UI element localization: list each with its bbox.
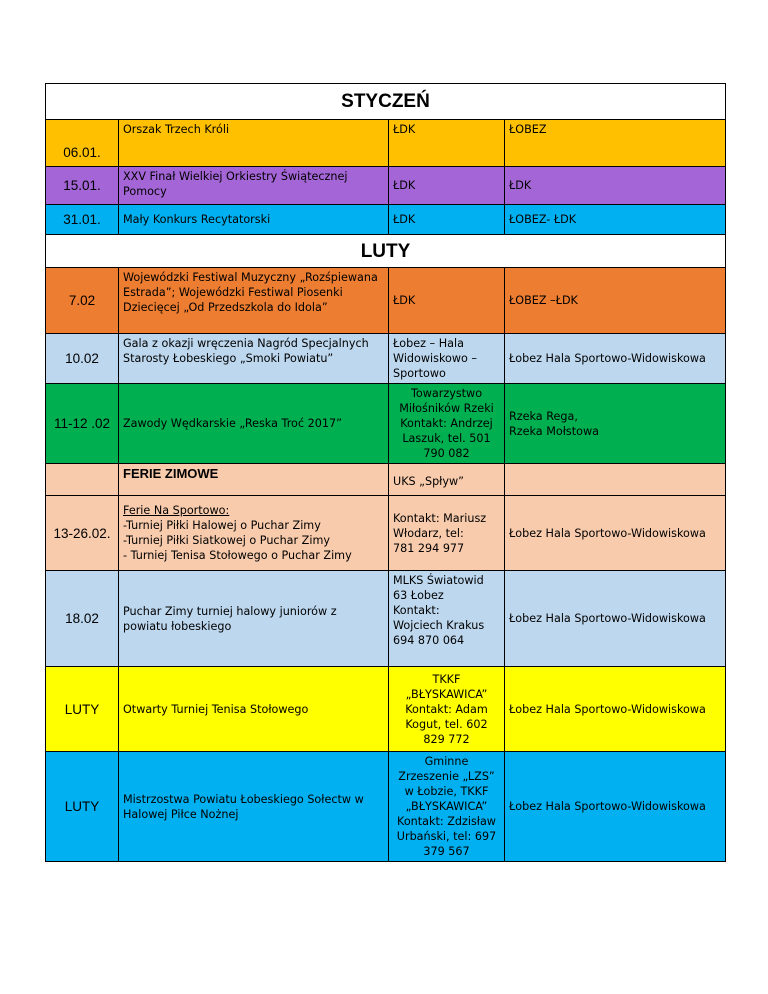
event-organizer: ŁDK xyxy=(389,167,505,205)
event-date: 15.01. xyxy=(46,167,119,205)
table-row xyxy=(46,120,726,167)
event-name xyxy=(119,496,389,571)
event-name: Otwarty Turniej Tenisa Stołowego xyxy=(119,667,389,752)
event-date: LUTY xyxy=(46,667,119,752)
event-name: Zawody Wędkarskie „Reska Troć 2017” xyxy=(119,384,389,464)
event-name: Gala z okazji wręczenia Nagród Specjalnych Starosty Łobeskiego „Smoki Powiatu” xyxy=(119,334,389,384)
table-row xyxy=(46,496,726,571)
table-row xyxy=(46,571,726,667)
table-row xyxy=(46,384,726,464)
table-row xyxy=(46,167,726,205)
event-place: Łobez Hala Sportowo-Widowiskowa xyxy=(505,667,726,752)
event-place: ŁOBEZ –ŁDK xyxy=(505,268,726,334)
event-name: Mały Konkurs Recytatorski xyxy=(119,205,389,235)
event-organizer: Towarzystwo Miłośników Rzeki Kontakt: Andrzej Laszuk, tel. 501 790 082 xyxy=(389,384,505,464)
event-organizer: Gminne Zrzeszenie „LZS” w Łobzie, TKKF „BŁYSKAWICA” Kontakt: Zdzisław Urbański, tel: 697 379 567 xyxy=(389,752,505,862)
event-place: ŁOBEZ xyxy=(505,120,726,167)
event-details: -Turniej Piłki Halowej o Puchar Zimy -Turniej Piłki Siatkowej o Puchar Zimy - Turniej Tenisa Stołowego o Puchar Zimy xyxy=(123,519,352,562)
event-place: ŁOBEZ- ŁDK xyxy=(505,205,726,235)
event-date: 11-12 .02 xyxy=(46,384,119,464)
table-row xyxy=(46,667,726,752)
event-date: 7.02 xyxy=(46,268,119,334)
event-organizer: Łobez – Hala Widowiskowo – Sportowo xyxy=(389,334,505,384)
event-place: ŁDK xyxy=(505,167,726,205)
event-organizer: UKS „Spływ” xyxy=(389,464,505,496)
table-row xyxy=(46,268,726,334)
event-name: Orszak Trzech Króli xyxy=(119,120,389,167)
event-organizer: Kontakt: Mariusz Włodarz, tel: 781 294 977 xyxy=(389,496,505,571)
event-date: LUTY xyxy=(46,752,119,862)
event-name: XXV Finał Wielkiej Orkiestry Świątecznej Pomocy xyxy=(119,167,389,205)
section-label-winter-break: FERIE ZIMOWE xyxy=(119,464,389,496)
table-row xyxy=(46,334,726,384)
event-date: 31.01. xyxy=(46,205,119,235)
event-place: Łobez Hala Sportowo-Widowiskowa xyxy=(505,496,726,571)
event-date xyxy=(46,464,119,496)
table-row xyxy=(46,464,726,496)
month-header-row xyxy=(46,84,726,120)
event-organizer: ŁDK xyxy=(389,205,505,235)
event-organizer: ŁDK xyxy=(389,120,505,167)
event-name: Mistrzostwa Powiatu Łobeskiego Sołectw w Halowej Piłce Nożnej xyxy=(119,752,389,862)
event-place: Łobez Hala Sportowo-Widowiskowa xyxy=(505,334,726,384)
events-table xyxy=(45,83,726,862)
table-row xyxy=(46,205,726,235)
event-date: 18.02 xyxy=(46,571,119,667)
event-name: Wojewódzki Festiwal Muzyczny „Rozśpiewana Estrada”; Wojewódzki Festiwal Piosenki Dziecięcej „Od Przedszkola do Idola” xyxy=(119,268,389,334)
event-calendar xyxy=(45,83,725,862)
event-date: 10.02 xyxy=(46,334,119,384)
event-place: Łobez Hala Sportowo-Widowiskowa xyxy=(505,752,726,862)
event-date: 06.01. xyxy=(46,120,119,167)
event-place: Rzeka Rega, Rzeka Mołstowa xyxy=(505,384,726,464)
event-organizer: MLKS Światowid 63 Łobez Kontakt: Wojciech Krakus 694 870 064 xyxy=(389,571,505,667)
event-place xyxy=(505,464,726,496)
month-header-february: LUTY xyxy=(46,235,726,268)
table-row xyxy=(46,752,726,862)
month-header-january: STYCZEŃ xyxy=(46,84,726,120)
month-header-row xyxy=(46,235,726,268)
event-date: 13-26.02. xyxy=(46,496,119,571)
event-place: Łobez Hala Sportowo-Widowiskowa xyxy=(505,571,726,667)
event-organizer: TKKF „BŁYSKAWICA” Kontakt: Adam Kogut, tel. 602 829 772 xyxy=(389,667,505,752)
event-organizer: ŁDK xyxy=(389,268,505,334)
event-title: Ferie Na Sportowo: xyxy=(123,504,230,517)
event-name: Puchar Zimy turniej halowy juniorów z powiatu łobeskiego xyxy=(119,571,389,667)
